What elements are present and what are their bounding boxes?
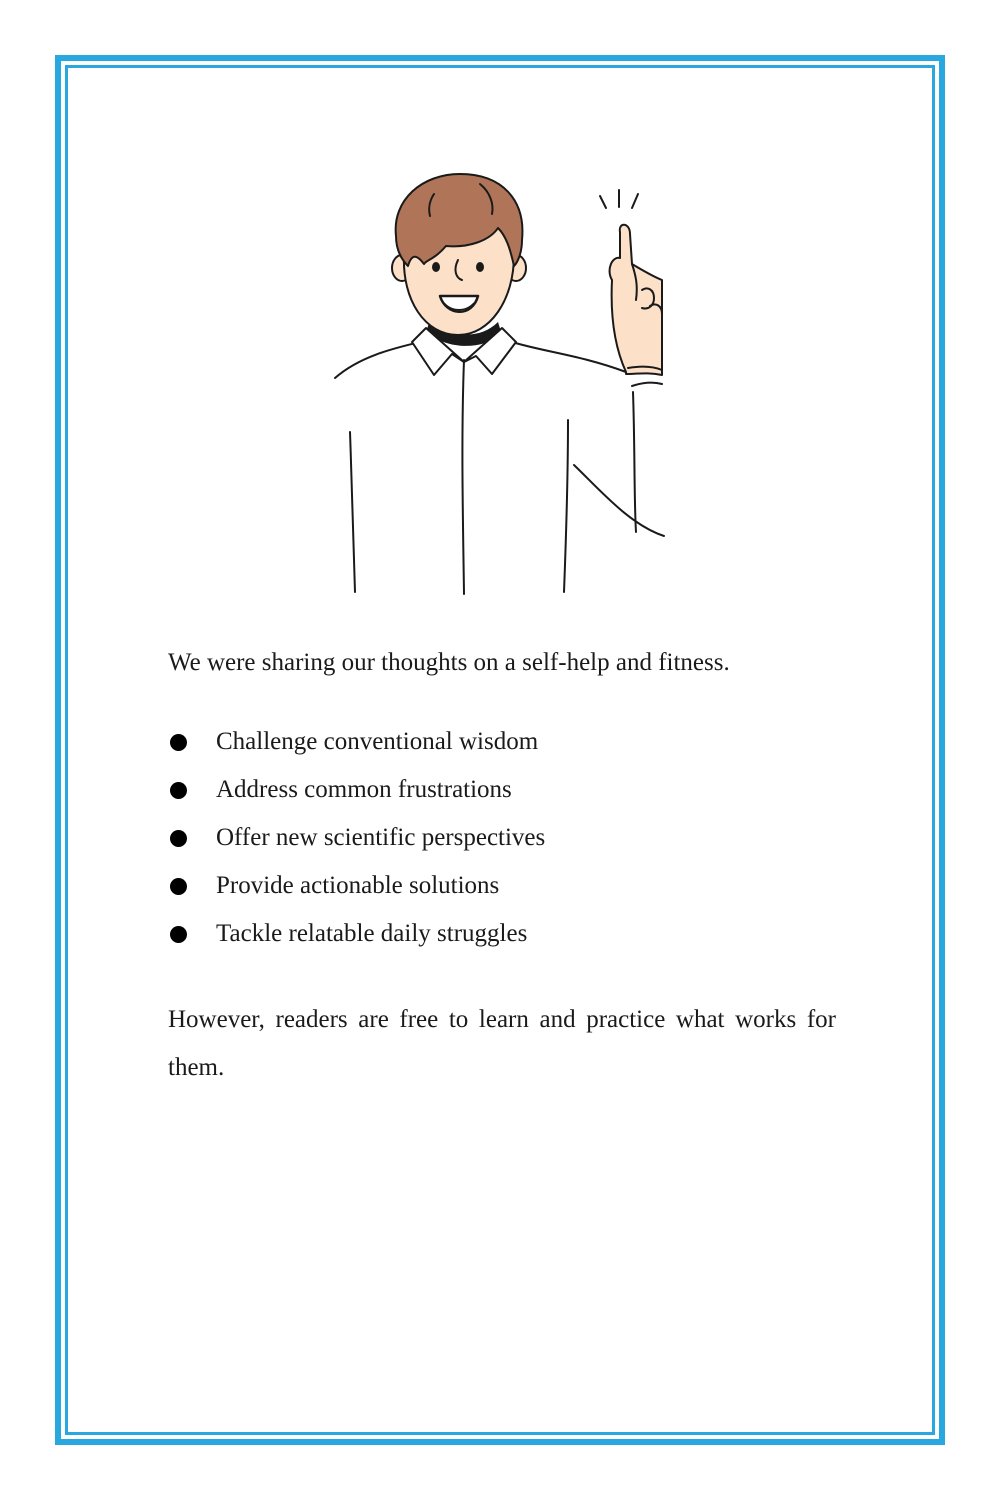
man-pointing-up-icon (330, 160, 670, 600)
bullet-icon (170, 926, 187, 943)
list-item (168, 772, 868, 820)
bullet-icon (170, 734, 187, 751)
list-item (168, 820, 868, 868)
list-item-text: Offer new scientific perspectives (216, 824, 546, 851)
list-item-text: Address common frustrations (216, 776, 512, 803)
list-item-text: Tackle relatable daily struggles (216, 920, 528, 947)
bullet-list (168, 724, 868, 964)
list-item-text: Provide actionable solutions (216, 872, 500, 899)
list-item (168, 916, 868, 964)
intro-paragraph: We were sharing our thoughts on a self-help and fitness. (168, 649, 730, 676)
bullet-icon (170, 878, 187, 895)
list-item (168, 724, 868, 772)
list-item (168, 868, 868, 916)
bullet-icon (170, 782, 187, 799)
closing-paragraph: However, readers are free to learn and practice what works for them. (168, 1006, 836, 1081)
bullet-icon (170, 830, 187, 847)
list-item-text: Challenge conventional wisdom (216, 728, 539, 755)
